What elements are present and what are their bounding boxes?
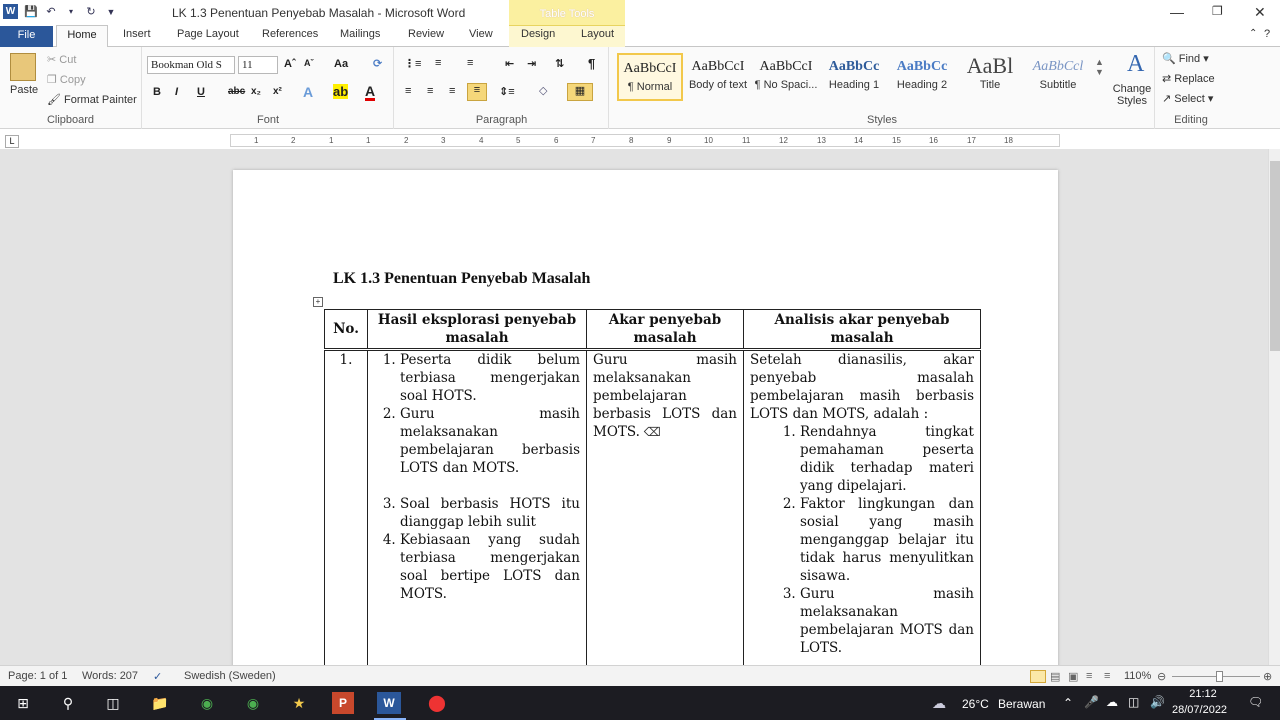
header-analisis[interactable]: Analisis akar penyebab masalah: [744, 310, 981, 350]
ruler-mark: 8: [629, 136, 634, 145]
align-right-icon[interactable]: ≡: [449, 85, 456, 97]
clipboard-group-label: Clipboard: [46, 114, 95, 126]
highlight-icon[interactable]: ab: [333, 84, 349, 99]
cell-akar-penyebab[interactable]: [587, 350, 744, 666]
editing-group: [1156, 47, 1226, 129]
style-normal[interactable]: [617, 53, 683, 101]
styles-group: [610, 47, 1155, 129]
web-layout-icon[interactable]: ▣: [1068, 671, 1079, 683]
chrome-icon[interactable]: ◉: [200, 694, 214, 711]
table-tools-label: Table Tools: [509, 0, 625, 26]
draft-icon[interactable]: ≡: [1104, 670, 1111, 682]
status-bar: [0, 665, 1280, 686]
page-count[interactable]: Page: 1 of 1: [8, 670, 68, 682]
outline-icon[interactable]: ≡: [1086, 670, 1093, 682]
style-no-spacing[interactable]: [753, 53, 819, 101]
decrease-indent-icon[interactable]: ⇤: [505, 58, 515, 70]
minimize-ribbon-icon[interactable]: ⌃: [1249, 28, 1258, 39]
ruler-mark: 16: [929, 136, 938, 145]
ruler-mark: 17: [967, 136, 976, 145]
line-spacing-icon[interactable]: ⇕≡: [499, 86, 515, 98]
align-left-icon[interactable]: ≡: [405, 85, 412, 97]
list-item: 3. Soal berbasis HOTS itu dianggap lebih sulit: [400, 495, 580, 531]
change-styles-button[interactable]: Change Styles: [1112, 83, 1152, 107]
table-move-handle-icon[interactable]: +: [313, 297, 323, 307]
multilevel-list-icon[interactable]: ≡: [467, 57, 474, 69]
akar-text: Guru masih melaksanakan pembelajaran berbasis LOTS dan MOTS.: [593, 352, 737, 440]
strikethrough-icon[interactable]: abc: [228, 86, 246, 97]
full-screen-reading-icon[interactable]: ▤: [1050, 671, 1061, 683]
cell-analisis[interactable]: [744, 350, 981, 666]
weather-text[interactable]: Berawan: [998, 697, 1046, 711]
style-preview: AaBbCcI: [623, 61, 677, 76]
shading-icon[interactable]: ◇: [539, 85, 548, 97]
restore-icon[interactable]: ❐: [1212, 4, 1223, 18]
ruler-mark: 11: [742, 136, 751, 145]
star-app-icon[interactable]: ★: [292, 694, 306, 711]
window-title: LK 1.3 Penentuan Penyebab Masalah - Microsoft Word: [172, 6, 466, 20]
text-cursor-icon: ⌫: [639, 425, 661, 439]
volume-icon[interactable]: 🔊: [1150, 695, 1165, 709]
ruler-mark: 2: [404, 136, 409, 145]
ruler-mark: 13: [817, 136, 826, 145]
list-item: 2. Guru masih melaksanakan pembelajaran berbasis LOTS dan MOTS.: [400, 405, 580, 477]
undo-icon[interactable]: ↶: [46, 6, 56, 18]
ruler-mark: 6: [554, 136, 559, 145]
help-icon[interactable]: ?: [1264, 28, 1271, 40]
italic-icon[interactable]: I: [175, 86, 179, 98]
paste-button[interactable]: Paste: [10, 84, 39, 96]
numbering-icon[interactable]: ≡: [435, 57, 442, 69]
analisis-intro: Setelah dianasilis, akar penyebab masalah pembelajaran masih berbasis LOTS dan MOTS, adalah :: [750, 352, 974, 422]
font-size-select[interactable]: 11: [238, 56, 278, 74]
show-formatting-icon[interactable]: ¶: [588, 56, 596, 71]
powerpoint-icon[interactable]: P: [332, 692, 354, 714]
ruler-mark: 3: [441, 136, 446, 145]
copy-label: Copy: [59, 74, 86, 86]
word-icon[interactable]: W: [377, 692, 401, 714]
increase-indent-icon[interactable]: ⇥: [527, 58, 537, 70]
cut-button[interactable]: ✂ Cut: [47, 54, 77, 66]
horizontal-ruler[interactable]: [230, 134, 1060, 147]
style-name: ¶ No Spaci...: [754, 79, 818, 91]
styles-group-label: Styles: [867, 114, 897, 126]
replace-label: Replace: [1174, 73, 1215, 85]
tab-insert[interactable]: Insert: [123, 28, 151, 40]
list-item: 2. Faktor lingkungan dan sosial yang masih menganggap belajar itu tidak harus menyulitkan sisawa.: [800, 495, 974, 585]
record-icon[interactable]: ⬤: [428, 695, 446, 712]
list-item: 1. Peserta didik belum terbiasa mengerjakan soal HOTS.: [400, 351, 580, 405]
list-item: 3. Guru masih melaksanakan pembelajaran MOTS dan LOTS.: [800, 585, 974, 657]
document-heading[interactable]: LK 1.3 Penentuan Penyebab Masalah: [333, 270, 591, 287]
chrome-profile-icon[interactable]: ◉: [246, 694, 260, 711]
list-item: 1. Rendahnya tingkat pemahaman peserta didik terhadap materi yang dipelajari.: [800, 423, 974, 495]
tab-home[interactable]: Home: [56, 25, 108, 47]
copy-button[interactable]: ❐ Copy: [47, 74, 86, 86]
style-preview: AaBbCcI: [691, 59, 745, 74]
title-bar: [0, 0, 1280, 26]
cell-hasil-eksplorasi[interactable]: [368, 350, 587, 666]
center-icon[interactable]: ≡: [427, 85, 434, 97]
shrink-font-icon[interactable]: Aˇ: [304, 58, 314, 68]
vertical-scrollbar[interactable]: [1268, 149, 1280, 665]
style-name: Title: [979, 79, 1001, 91]
find-button[interactable]: 🔍 Find ▾: [1162, 53, 1209, 65]
ruler-mark: 2: [291, 136, 296, 145]
search-icon[interactable]: ⚲: [62, 694, 74, 711]
clear-formatting-icon[interactable]: ⟳: [373, 58, 383, 70]
borders-icon[interactable]: ▦: [567, 83, 593, 101]
tab-file[interactable]: File: [0, 26, 53, 47]
save-icon[interactable]: 💾: [24, 6, 38, 18]
ribbon: [0, 47, 1280, 129]
change-case-icon[interactable]: Aa: [334, 58, 349, 70]
document-page[interactable]: [233, 170, 1058, 665]
change-styles-icon[interactable]: A: [1127, 51, 1145, 77]
style-name: Heading 2: [896, 79, 948, 91]
style-subtitle[interactable]: [1025, 53, 1091, 101]
ruler-mark: 9: [667, 136, 672, 145]
style-preview: AaBl: [966, 53, 1014, 78]
select-button[interactable]: ↗ Select ▾: [1162, 93, 1214, 105]
underline-icon[interactable]: U: [197, 86, 205, 98]
format-painter-label: Format Painter: [64, 94, 137, 106]
format-painter-button[interactable]: 🖌 Format Painter: [47, 94, 137, 106]
font-color-icon[interactable]: A: [365, 83, 376, 99]
zoom-in-icon[interactable]: ⊕: [1263, 671, 1273, 683]
quick-access-toolbar: [3, 4, 118, 19]
tab-references[interactable]: References: [262, 28, 319, 40]
bold-icon[interactable]: B: [153, 86, 161, 98]
proofing-icon[interactable]: ✓: [153, 671, 163, 683]
table-header-row: [325, 310, 981, 350]
redo-icon[interactable]: ↻: [86, 6, 96, 18]
chevron-up-icon[interactable]: ⌃: [1063, 696, 1074, 710]
document-canvas: [0, 149, 1268, 665]
text-effects-icon[interactable]: A: [303, 84, 314, 100]
ruler-mark: 4: [479, 136, 484, 145]
zoom-out-icon[interactable]: ⊖: [1157, 671, 1167, 683]
grow-font-icon[interactable]: Aˆ: [284, 58, 296, 70]
tab-page-layout[interactable]: Page Layout: [177, 28, 239, 40]
tab-selector[interactable]: L: [5, 135, 19, 148]
clock-date[interactable]: 28/07/2022: [1172, 704, 1228, 716]
style-preview: AaBbCc: [896, 59, 948, 74]
close-icon[interactable]: ✕: [1254, 4, 1266, 20]
ruler-mark: 1: [366, 136, 371, 145]
ruler-ticks: [231, 135, 1059, 146]
print-layout-icon[interactable]: [1030, 670, 1046, 683]
ruler-mark: 14: [854, 136, 863, 145]
cell-no[interactable]: 1.: [325, 350, 368, 666]
style-body-of-text[interactable]: [685, 53, 751, 101]
replace-button[interactable]: ⇄ Replace: [1162, 73, 1215, 85]
cut-label: Cut: [59, 54, 77, 66]
tab-review[interactable]: Review: [408, 28, 445, 40]
clipboard-group: [0, 47, 142, 129]
style-name: Subtitle: [1039, 79, 1077, 91]
ruler-mark: 5: [516, 136, 521, 145]
justify-icon[interactable]: ≡: [467, 83, 487, 101]
select-label: Select: [1174, 93, 1205, 105]
cloud-icon[interactable]: ☁: [932, 695, 946, 711]
style-heading-1[interactable]: [821, 53, 887, 101]
header-akar-penyebab[interactable]: Akar penyebab masalah: [587, 310, 744, 350]
sort-icon[interactable]: ⇅: [555, 58, 565, 70]
style-name: ¶ Normal: [627, 81, 673, 93]
header-no[interactable]: No.: [325, 310, 368, 350]
style-preview: AaBbCcI: [759, 59, 813, 74]
windows-taskbar: [0, 686, 1280, 720]
header-hasil-eksplorasi[interactable]: Hasil eksplorasi penyebab masalah: [368, 310, 587, 350]
ribbon-tabs: [0, 26, 1280, 47]
editing-group-label: Editing: [1174, 114, 1208, 126]
windows-start-icon[interactable]: ⊞: [17, 694, 29, 711]
ruler-mark: 1: [329, 136, 334, 145]
ruler-mark: 7: [591, 136, 596, 145]
style-name: Body of text: [688, 79, 748, 91]
notifications-icon[interactable]: 🗨: [1248, 695, 1264, 709]
chevron-down-icon[interactable]: ▾: [68, 7, 73, 16]
bullets-icon[interactable]: ⋮≡: [404, 58, 422, 70]
font-group-label: Font: [256, 114, 279, 126]
list-item: 4. Kebiasaan yang sudah terbiasa mengerjakan soal bertipe LOTS dan MOTS.: [400, 531, 580, 603]
style-name: Heading 1: [828, 79, 880, 91]
zoom-slider-thumb[interactable]: [1216, 671, 1223, 682]
style-preview: AaBbCc: [828, 59, 880, 74]
ruler-mark: 12: [779, 136, 788, 145]
paragraph-group-label: Paragraph: [475, 114, 528, 126]
superscript-icon[interactable]: x²: [273, 86, 282, 97]
scrollbar-thumb[interactable]: [1270, 161, 1280, 351]
task-view-icon[interactable]: ◫: [106, 694, 120, 711]
problem-cause-table[interactable]: [324, 309, 981, 665]
minimize-icon[interactable]: —: [1170, 4, 1184, 20]
find-label: Find: [1178, 53, 1201, 65]
analisis-list: [750, 423, 974, 657]
file-explorer-icon[interactable]: 📁: [151, 694, 169, 711]
font-family-select[interactable]: Bookman Old S: [147, 56, 235, 74]
microphone-icon[interactable]: 🎤: [1084, 695, 1099, 709]
style-heading-2[interactable]: [889, 53, 955, 101]
tab-design[interactable]: Design: [521, 28, 556, 40]
style-preview: AaBbCcl: [1032, 59, 1084, 74]
tab-view[interactable]: View: [469, 28, 493, 40]
ruler-mark: 18: [1004, 136, 1013, 145]
zoom-level[interactable]: 110%: [1124, 670, 1152, 682]
paragraph-group: [395, 47, 609, 129]
clock-time[interactable]: 21:12: [1189, 688, 1217, 700]
font-group: [143, 47, 394, 129]
subscript-icon[interactable]: x₂: [251, 86, 262, 97]
ruler-mark: 15: [892, 136, 901, 145]
tab-layout[interactable]: Layout: [581, 28, 615, 40]
style-title[interactable]: [957, 53, 1023, 101]
styles-scroll-icon[interactable]: ▲ ▼: [1095, 57, 1104, 77]
table-row: [325, 350, 981, 666]
ruler-mark: 1: [254, 136, 259, 145]
network-icon[interactable]: ◫: [1128, 695, 1140, 709]
customize-qat-icon[interactable]: ▼: [106, 6, 116, 17]
word-count[interactable]: Words: 207: [82, 670, 139, 682]
ruler-mark: 10: [704, 136, 713, 145]
hasil-list: [374, 351, 580, 603]
onedrive-icon[interactable]: ☁: [1106, 695, 1118, 709]
weather-temp[interactable]: 26°C: [962, 697, 989, 711]
word-app-icon[interactable]: W: [3, 4, 18, 19]
tab-mailings[interactable]: Mailings: [340, 28, 381, 40]
language-indicator[interactable]: Swedish (Sweden): [184, 670, 276, 682]
paste-icon[interactable]: [10, 53, 36, 81]
